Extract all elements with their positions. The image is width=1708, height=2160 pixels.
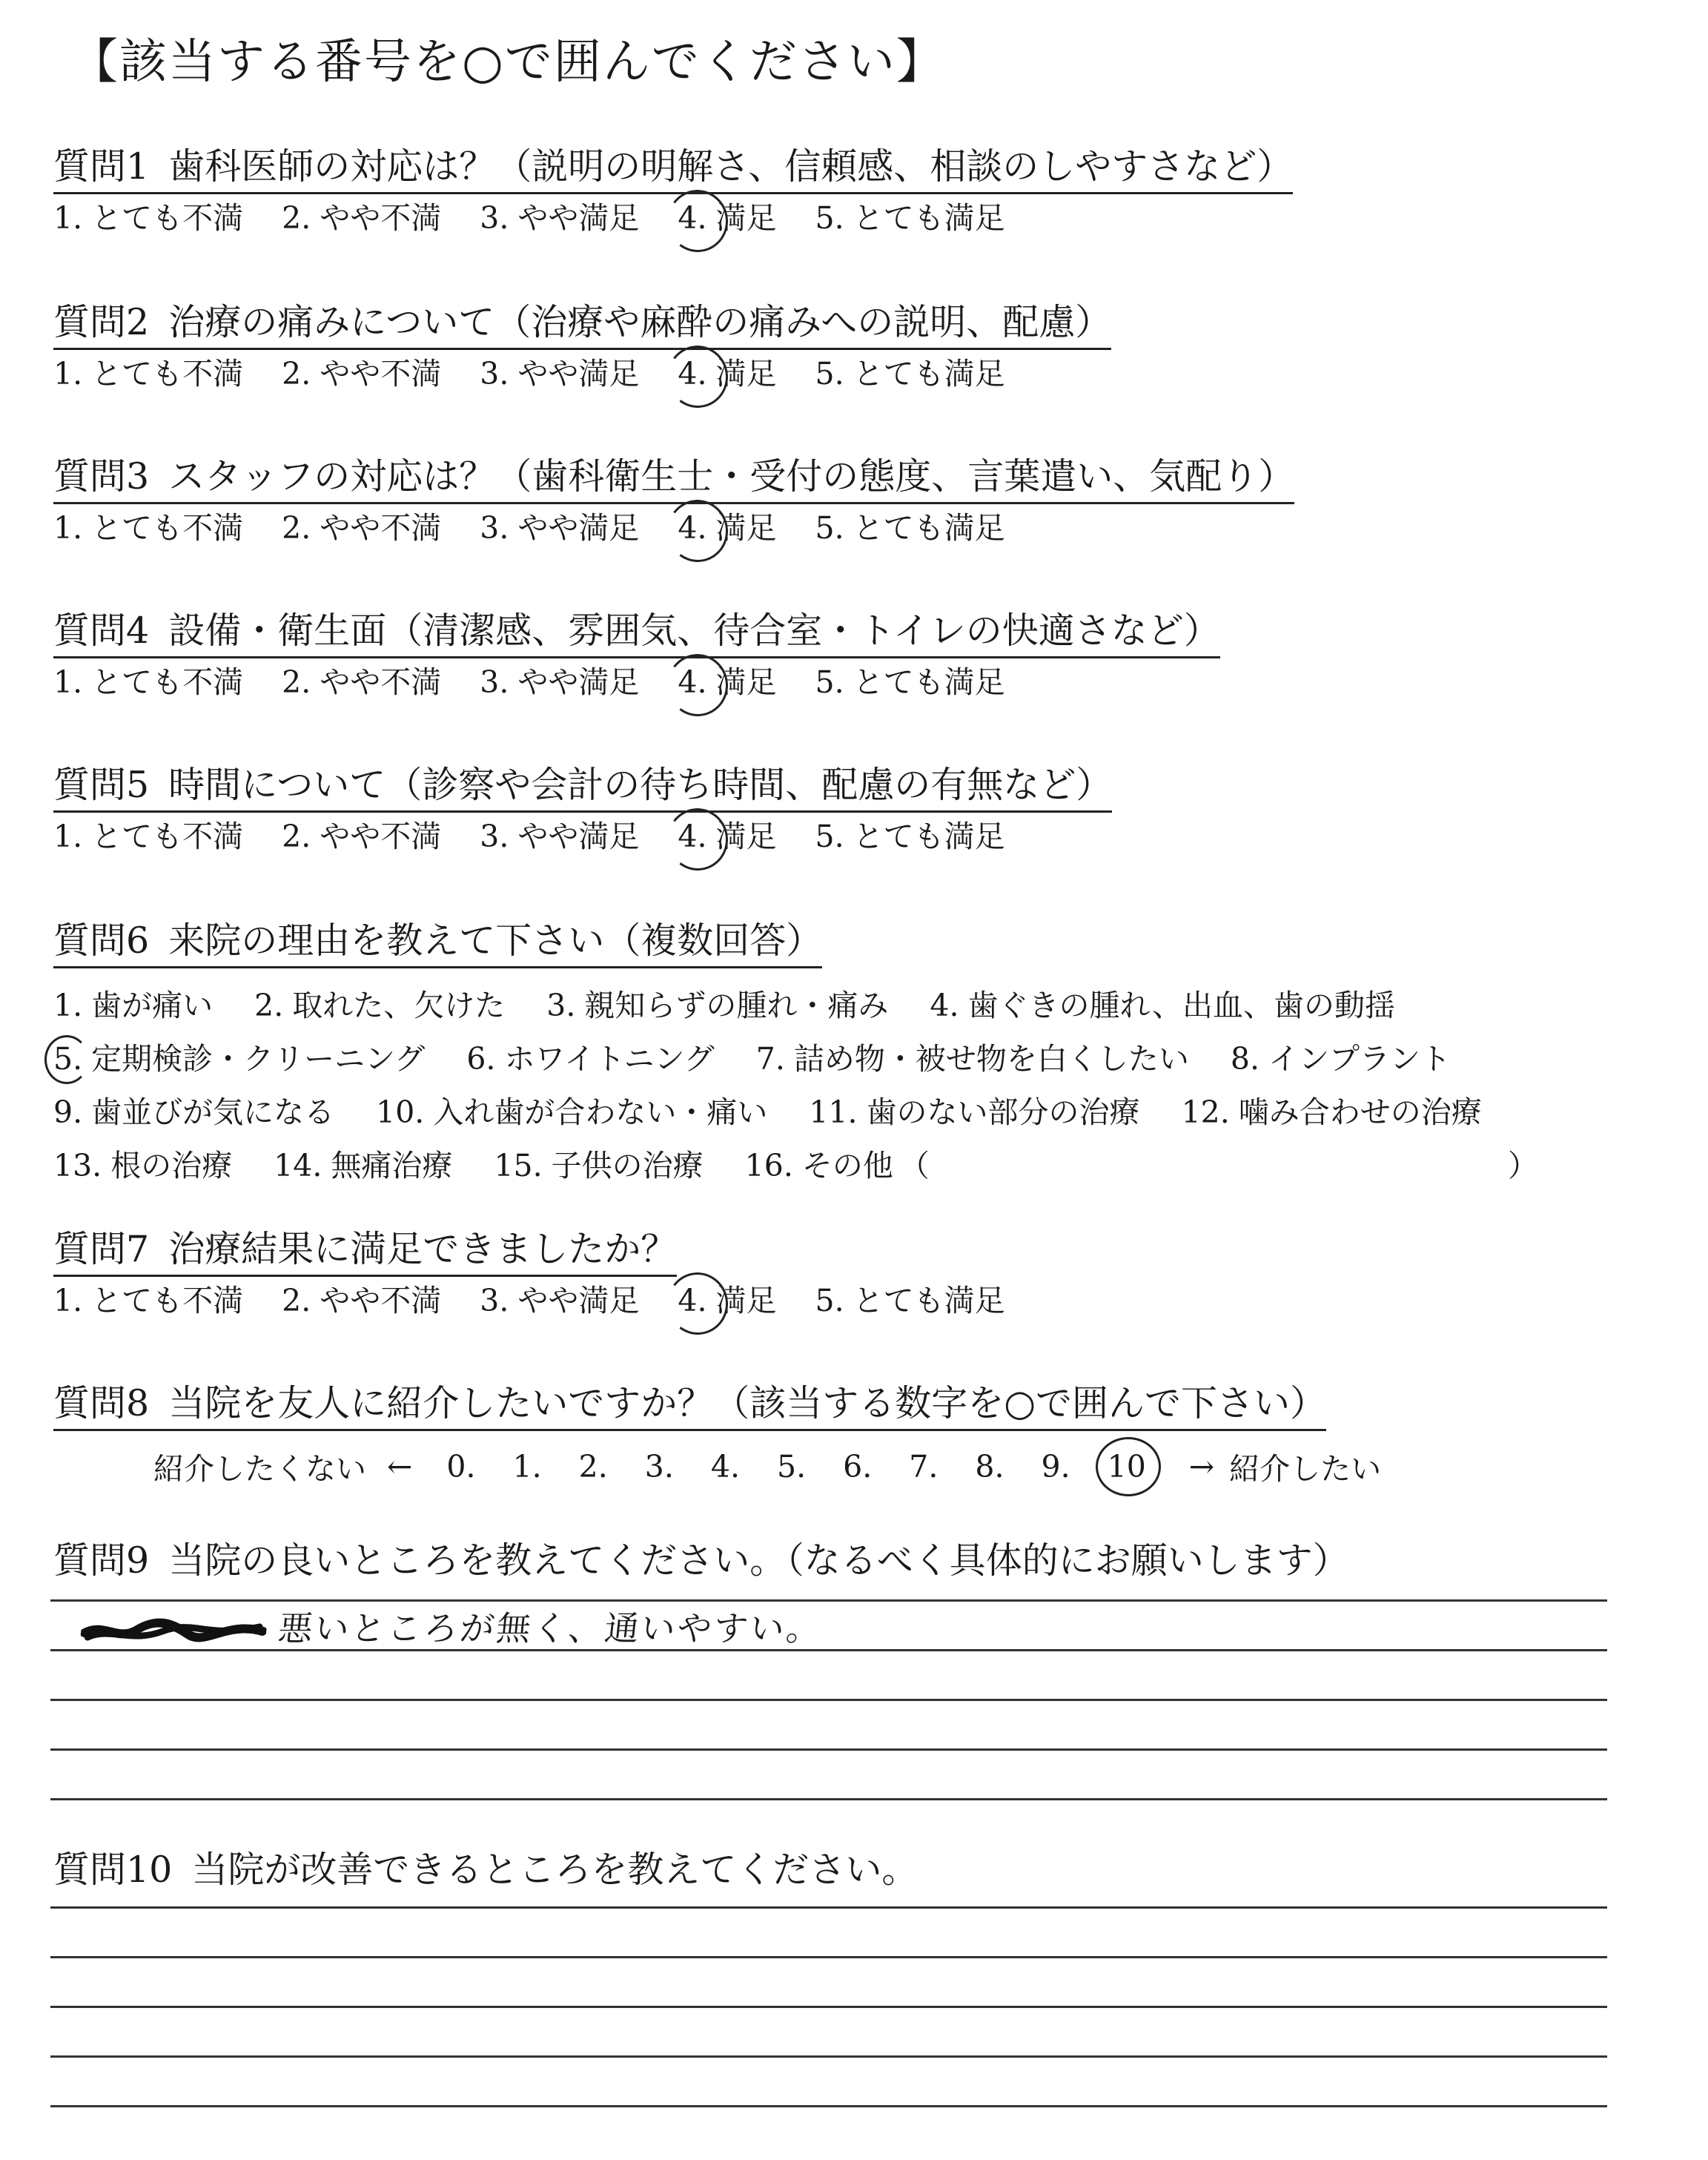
reason-option[interactable]: 13. 根の治療 <box>53 1147 233 1183</box>
question-number: 質問10 <box>53 1849 173 1891</box>
question-3 <box>53 455 1295 546</box>
question-text: 当院の良いところを教えてください。（なるべく具体的にお願いします） <box>168 1539 1349 1582</box>
reason-option[interactable]: 15. 子供の治療 <box>494 1147 704 1183</box>
option-1[interactable]: 1. とても不満 <box>53 664 244 700</box>
question-2 <box>53 301 1112 392</box>
reason-option[interactable]: 1. 歯が痛い <box>53 987 214 1023</box>
answer-line <box>50 1798 1607 1800</box>
scale-value[interactable]: 4. <box>710 1448 740 1484</box>
question-title <box>53 145 1294 194</box>
scale-value[interactable]: 0. <box>446 1448 476 1484</box>
option-3[interactable]: 3. やや満足 <box>480 356 640 392</box>
reason-option[interactable]: 6. ホワイトニング <box>466 1040 715 1077</box>
option-1[interactable]: 1. とても不満 <box>53 356 244 392</box>
option-4-selected[interactable]: 4. 満足 <box>678 510 777 546</box>
answer-line <box>50 1956 1607 1958</box>
right-arrow: → <box>1188 1448 1215 1484</box>
scale-value[interactable]: 5. <box>776 1448 807 1484</box>
option-4-selected[interactable]: 4. 満足 <box>678 1283 777 1318</box>
reason-option[interactable]: 14. 無痛治療 <box>274 1147 453 1183</box>
answer-options <box>53 1283 1005 1318</box>
question-title <box>53 1539 1349 1582</box>
option-1[interactable]: 1. とても不満 <box>53 819 244 854</box>
answer-line <box>50 1906 1607 1909</box>
question-7 <box>53 1228 1005 1318</box>
reason-option[interactable]: 9. 歯並びが気になる <box>53 1094 335 1130</box>
reason-row <box>53 1139 1538 1192</box>
option-3[interactable]: 3. やや満足 <box>480 200 640 236</box>
question-number: 質問2 <box>53 301 150 343</box>
reason-option[interactable]: 2. 取れた、欠けた <box>254 987 506 1023</box>
question-6 <box>53 919 1538 1192</box>
reason-option[interactable]: 4. 歯ぐきの腫れ、出血、歯の動揺 <box>930 987 1395 1023</box>
option-2[interactable]: 2. やや不満 <box>282 510 442 546</box>
recommend-scale <box>153 1444 1381 1488</box>
option-5[interactable]: 5. とても満足 <box>815 664 1005 700</box>
answer-options <box>53 819 1112 854</box>
option-2[interactable]: 2. やや不満 <box>282 356 442 392</box>
option-3[interactable]: 3. やや満足 <box>480 819 640 854</box>
reason-option-selected[interactable]: 5. 定期検診・クリーニング <box>53 1040 426 1077</box>
reason-option-other[interactable]: 16. その他 （ ） <box>744 1147 1538 1183</box>
reason-option[interactable]: 11. 歯のない部分の治療 <box>809 1094 1140 1130</box>
reason-options <box>53 979 1538 1192</box>
question-number: 質問7 <box>53 1228 150 1270</box>
answer-line <box>50 2105 1607 2107</box>
option-2[interactable]: 2. やや不満 <box>282 664 442 700</box>
option-5[interactable]: 5. とても満足 <box>815 200 1005 236</box>
question-text: 当院が改善できるところを教えてください。 <box>191 1849 918 1891</box>
question-4 <box>53 612 1220 698</box>
option-1[interactable]: 1. とても不満 <box>53 510 244 546</box>
scale-left-label: 紹介したくない <box>153 1451 366 1487</box>
scale-value[interactable]: 9. <box>1041 1448 1070 1484</box>
option-4-selected[interactable]: 4. 満足 <box>678 819 777 854</box>
scale-value[interactable]: 6. <box>843 1448 873 1484</box>
scribbled-out-text <box>79 1616 268 1646</box>
scale-right-label: 紹介したい <box>1229 1451 1382 1487</box>
option-5[interactable]: 5. とても満足 <box>815 819 1005 854</box>
question-number: 質問6 <box>53 919 150 962</box>
question-title <box>53 612 1220 658</box>
question-text: 当院を友人に紹介したいですか？（該当する数字を○で囲んで下さい） <box>168 1382 1326 1424</box>
scale-value[interactable]: 8. <box>975 1448 1004 1484</box>
question-text: 来院の理由を教えて下さい（複数回答） <box>168 919 823 962</box>
question-text: スタッフの対応は？（歯科衛生士・受付の態度、言葉遣い、気配り） <box>168 455 1295 498</box>
reason-option[interactable]: 3. 親知らずの腫れ・痛み <box>546 987 889 1023</box>
question-number: 質問1 <box>53 145 150 188</box>
question-9 <box>53 1539 1349 1582</box>
answer-line <box>50 1699 1607 1701</box>
question-title <box>53 1228 678 1277</box>
scale-value[interactable]: 7. <box>909 1448 939 1484</box>
answer-options <box>53 664 1220 700</box>
reason-row <box>53 979 1538 1032</box>
reason-option[interactable]: 7. 詰め物・被せ物を白くしたい <box>755 1040 1189 1077</box>
question-number: 質問9 <box>53 1539 150 1582</box>
answer-options <box>53 356 1111 392</box>
option-4-selected[interactable]: 4. 満足 <box>678 200 777 236</box>
option-4-selected[interactable]: 4. 満足 <box>678 356 777 392</box>
question-text: 歯科医師の対応は？（説明の明解さ、信頼感、相談のしやすさなど） <box>168 145 1294 188</box>
question-title <box>53 1849 918 1891</box>
question-title <box>53 301 1112 350</box>
option-1[interactable]: 1. とても不満 <box>53 1283 244 1318</box>
question-title <box>53 764 1113 813</box>
question-number: 質問8 <box>53 1382 150 1424</box>
question-10 <box>53 1849 918 1891</box>
reason-option[interactable]: 10. 入れ歯が合わない・痛い <box>376 1094 768 1130</box>
reason-option[interactable]: 12. 噛み合わせの治療 <box>1181 1094 1482 1130</box>
question-text: 時間について（診察や会計の待ち時間、配慮の有無など） <box>168 764 1113 806</box>
answer-options <box>53 510 1294 546</box>
reason-row <box>53 1086 1538 1139</box>
left-arrow: ← <box>387 1448 413 1484</box>
option-1[interactable]: 1. とても不満 <box>53 200 244 236</box>
option-2[interactable]: 2. やや不満 <box>282 1283 442 1318</box>
answer-line <box>50 1748 1607 1751</box>
option-5[interactable]: 5. とても満足 <box>815 356 1005 392</box>
question-5 <box>53 764 1113 854</box>
question-title <box>53 455 1295 504</box>
scale-value[interactable]: 2. <box>578 1448 608 1484</box>
scale-value-selected[interactable]: 10 <box>1107 1448 1146 1484</box>
question-title <box>53 1382 1326 1431</box>
question-title <box>53 919 823 968</box>
option-3[interactable]: 3. やや満足 <box>480 510 640 546</box>
option-4-selected[interactable]: 4. 満足 <box>678 664 777 700</box>
question-8 <box>53 1382 1382 1488</box>
question-1 <box>53 145 1294 236</box>
question-number: 質問3 <box>53 455 150 498</box>
other-paren-open: （ <box>898 1147 930 1183</box>
option-5[interactable]: 5. とても満足 <box>815 1283 1005 1318</box>
question-text: 設備・衛生面（清潔感、雰囲気、待合室・トイレの快適さなど） <box>168 610 1220 652</box>
scale-value[interactable]: 1. <box>512 1448 542 1484</box>
answer-line <box>50 2006 1607 2008</box>
reason-row <box>53 1032 1538 1086</box>
answer-options <box>53 200 1293 236</box>
handwritten-answer[interactable]: 悪いところが無く、通いやすい。 <box>79 1602 826 1651</box>
option-5[interactable]: 5. とても満足 <box>815 510 1005 546</box>
question-number: 質問5 <box>53 764 150 806</box>
question-text: 治療の痛みについて（治療や麻酔の痛みへの説明、配慮） <box>168 301 1112 343</box>
scale-value[interactable]: 3. <box>644 1448 674 1484</box>
option-3[interactable]: 3. やや満足 <box>480 664 640 700</box>
option-2[interactable]: 2. やや不満 <box>282 200 442 236</box>
page-heading: 【該当する番号を○で囲んでください】 <box>70 35 945 90</box>
answer-line <box>50 2055 1607 2058</box>
reason-option[interactable]: 8. インプラント <box>1230 1040 1451 1077</box>
other-paren-close: ） <box>1507 1147 1538 1183</box>
option-2[interactable]: 2. やや不満 <box>282 819 442 854</box>
option-3[interactable]: 3. やや満足 <box>480 1283 640 1318</box>
question-text: 治療結果に満足できましたか？ <box>168 1228 678 1270</box>
question-number: 質問4 <box>53 610 150 652</box>
